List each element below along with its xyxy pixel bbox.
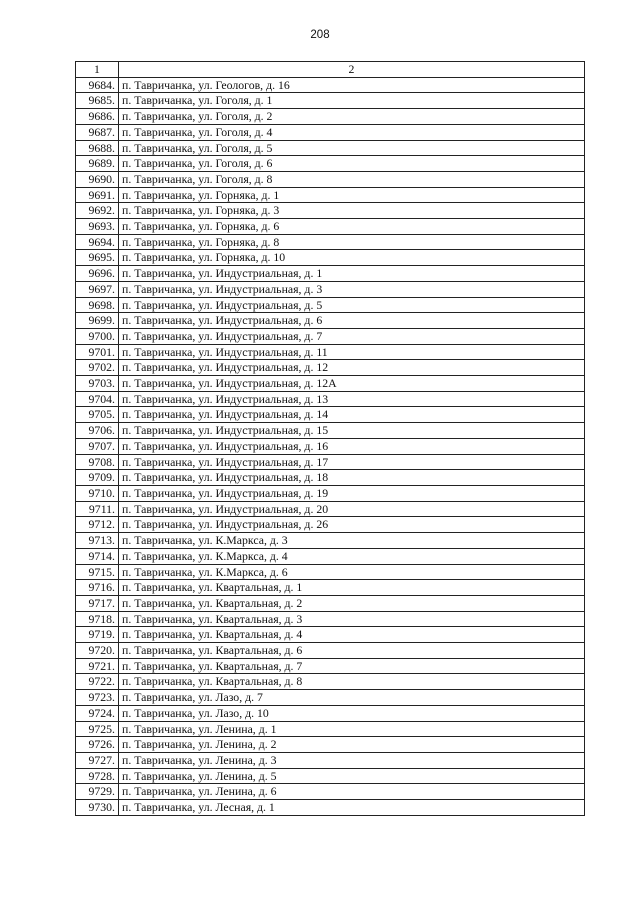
- row-number-cell: 9684.: [76, 77, 119, 93]
- row-number-cell: 9708.: [76, 454, 119, 470]
- table-row: [76, 721, 585, 737]
- row-number-cell: 9728.: [76, 768, 119, 784]
- table-row: [76, 438, 585, 454]
- table-row: [76, 768, 585, 784]
- row-address-cell: п. Тавричанка, ул. Лесная, д. 1: [119, 800, 585, 816]
- row-address-cell: п. Тавричанка, ул. Гоголя, д. 1: [119, 93, 585, 109]
- table-row: [76, 171, 585, 187]
- table-header-row: [76, 62, 585, 78]
- row-address-cell: п. Тавричанка, ул. Квартальная, д. 1: [119, 580, 585, 596]
- table-row: [76, 266, 585, 282]
- row-address-cell: п. Тавричанка, ул. Индустриальная, д. 6: [119, 313, 585, 329]
- table-row: [76, 109, 585, 125]
- table-row: [76, 281, 585, 297]
- row-address-cell: п. Тавричанка, ул. Квартальная, д. 4: [119, 627, 585, 643]
- row-address-cell: п. Тавричанка, ул. Индустриальная, д. 7: [119, 328, 585, 344]
- row-number-cell: 9689.: [76, 156, 119, 172]
- table-row: [76, 627, 585, 643]
- table-row: [76, 533, 585, 549]
- column-header-address: 2: [119, 62, 585, 78]
- row-number-cell: 9730.: [76, 800, 119, 816]
- row-number-cell: 9725.: [76, 721, 119, 737]
- row-number-cell: 9716.: [76, 580, 119, 596]
- row-number-cell: 9703.: [76, 376, 119, 392]
- table-row: [76, 564, 585, 580]
- row-number-cell: 9715.: [76, 564, 119, 580]
- row-address-cell: п. Тавричанка, ул. Индустриальная, д. 12: [119, 360, 585, 376]
- row-address-cell: п. Тавричанка, ул. Гоголя, д. 5: [119, 140, 585, 156]
- row-number-cell: 9699.: [76, 313, 119, 329]
- table-row: [76, 674, 585, 690]
- table-row: [76, 93, 585, 109]
- row-address-cell: п. Тавричанка, ул. Индустриальная, д. 16: [119, 438, 585, 454]
- row-address-cell: п. Тавричанка, ул. К.Маркса, д. 3: [119, 533, 585, 549]
- row-number-cell: 9685.: [76, 93, 119, 109]
- table-row: [76, 580, 585, 596]
- table-row: [76, 187, 585, 203]
- row-number-cell: 9690.: [76, 171, 119, 187]
- table-row: [76, 297, 585, 313]
- table-row: [76, 784, 585, 800]
- row-address-cell: п. Тавричанка, ул. Лазо, д. 10: [119, 705, 585, 721]
- row-address-cell: п. Тавричанка, ул. Индустриальная, д. 17: [119, 454, 585, 470]
- table-row: [76, 485, 585, 501]
- row-number-cell: 9700.: [76, 328, 119, 344]
- row-address-cell: п. Тавричанка, ул. Гоголя, д. 2: [119, 109, 585, 125]
- row-number-cell: 9686.: [76, 109, 119, 125]
- table-row: [76, 470, 585, 486]
- table-row: [76, 344, 585, 360]
- row-address-cell: п. Тавричанка, ул. Индустриальная, д. 18: [119, 470, 585, 486]
- row-number-cell: 9697.: [76, 281, 119, 297]
- row-number-cell: 9693.: [76, 219, 119, 235]
- table-row: [76, 752, 585, 768]
- row-address-cell: п. Тавричанка, ул. Лазо, д. 7: [119, 690, 585, 706]
- table-row: [76, 643, 585, 659]
- row-number-cell: 9698.: [76, 297, 119, 313]
- table-row: [76, 454, 585, 470]
- row-number-cell: 9705.: [76, 407, 119, 423]
- page-number: 208: [310, 29, 330, 41]
- row-address-cell: п. Тавричанка, ул. Индустриальная, д. 19: [119, 485, 585, 501]
- row-number-cell: 9724.: [76, 705, 119, 721]
- table-row: [76, 234, 585, 250]
- row-number-cell: 9718.: [76, 611, 119, 627]
- row-address-cell: п. Тавричанка, ул. Ленина, д. 6: [119, 784, 585, 800]
- table-row: [76, 658, 585, 674]
- row-address-cell: п. Тавричанка, ул. Индустриальная, д. 1: [119, 266, 585, 282]
- row-number-cell: 9719.: [76, 627, 119, 643]
- row-number-cell: 9688.: [76, 140, 119, 156]
- row-number-cell: 9707.: [76, 438, 119, 454]
- table-row: [76, 156, 585, 172]
- row-address-cell: п. Тавричанка, ул. Горняка, д. 1: [119, 187, 585, 203]
- table-row: [76, 517, 585, 533]
- row-number-cell: 9694.: [76, 234, 119, 250]
- row-number-cell: 9706.: [76, 423, 119, 439]
- row-number-cell: 9711.: [76, 501, 119, 517]
- row-number-cell: 9704.: [76, 391, 119, 407]
- table-row: [76, 690, 585, 706]
- row-address-cell: п. Тавричанка, ул. Ленина, д. 1: [119, 721, 585, 737]
- table-row: [76, 360, 585, 376]
- table-row: [76, 250, 585, 266]
- row-address-cell: п. Тавричанка, ул. Ленина, д. 5: [119, 768, 585, 784]
- row-number-cell: 9709.: [76, 470, 119, 486]
- table-body: [76, 62, 585, 816]
- row-address-cell: п. Тавричанка, ул. Квартальная, д. 8: [119, 674, 585, 690]
- row-number-cell: 9692.: [76, 203, 119, 219]
- row-address-cell: п. Тавричанка, ул. Индустриальная, д. 20: [119, 501, 585, 517]
- table-row: [76, 611, 585, 627]
- row-address-cell: п. Тавричанка, ул. Горняка, д. 10: [119, 250, 585, 266]
- row-address-cell: п. Тавричанка, ул. Гоголя, д. 6: [119, 156, 585, 172]
- table-row: [76, 423, 585, 439]
- row-address-cell: п. Тавричанка, ул. К.Маркса, д. 4: [119, 548, 585, 564]
- row-address-cell: п. Тавричанка, ул. Индустриальная, д. 14: [119, 407, 585, 423]
- row-address-cell: п. Тавричанка, ул. Индустриальная, д. 11: [119, 344, 585, 360]
- row-address-cell: п. Тавричанка, ул. К.Маркса, д. 6: [119, 564, 585, 580]
- table-row: [76, 77, 585, 93]
- row-address-cell: п. Тавричанка, ул. Индустриальная, д. 13: [119, 391, 585, 407]
- row-address-cell: п. Тавричанка, ул. Индустриальная, д. 26: [119, 517, 585, 533]
- table-row: [76, 548, 585, 564]
- row-address-cell: п. Тавричанка, ул. Индустриальная, д. 12А: [119, 376, 585, 392]
- table-row: [76, 313, 585, 329]
- table-row: [76, 391, 585, 407]
- row-number-cell: 9729.: [76, 784, 119, 800]
- row-address-cell: п. Тавричанка, ул. Квартальная, д. 3: [119, 611, 585, 627]
- row-number-cell: 9701.: [76, 344, 119, 360]
- table-row: [76, 140, 585, 156]
- table-row: [76, 328, 585, 344]
- row-number-cell: 9726.: [76, 737, 119, 753]
- row-number-cell: 9695.: [76, 250, 119, 266]
- row-number-cell: 9696.: [76, 266, 119, 282]
- row-number-cell: 9721.: [76, 658, 119, 674]
- table-row: [76, 501, 585, 517]
- row-address-cell: п. Тавричанка, ул. Геологов, д. 16: [119, 77, 585, 93]
- column-header-number: 1: [76, 62, 119, 78]
- row-number-cell: 9714.: [76, 548, 119, 564]
- row-address-cell: п. Тавричанка, ул. Гоголя, д. 4: [119, 124, 585, 140]
- row-number-cell: 9713.: [76, 533, 119, 549]
- table-row: [76, 376, 585, 392]
- row-number-cell: 9691.: [76, 187, 119, 203]
- row-number-cell: 9722.: [76, 674, 119, 690]
- address-table: [75, 61, 585, 816]
- table-row: [76, 705, 585, 721]
- row-address-cell: п. Тавричанка, ул. Квартальная, д. 6: [119, 643, 585, 659]
- table-row: [76, 124, 585, 140]
- table-row: [76, 800, 585, 816]
- row-address-cell: п. Тавричанка, ул. Квартальная, д. 7: [119, 658, 585, 674]
- row-address-cell: п. Тавричанка, ул. Индустриальная, д. 3: [119, 281, 585, 297]
- row-address-cell: п. Тавричанка, ул. Индустриальная, д. 5: [119, 297, 585, 313]
- row-address-cell: п. Тавричанка, ул. Квартальная, д. 2: [119, 595, 585, 611]
- row-number-cell: 9702.: [76, 360, 119, 376]
- table-row: [76, 595, 585, 611]
- row-number-cell: 9710.: [76, 485, 119, 501]
- row-address-cell: п. Тавричанка, ул. Индустриальная, д. 15: [119, 423, 585, 439]
- row-address-cell: п. Тавричанка, ул. Горняка, д. 8: [119, 234, 585, 250]
- table-row: [76, 407, 585, 423]
- row-address-cell: п. Тавричанка, ул. Ленина, д. 2: [119, 737, 585, 753]
- table-row: [76, 203, 585, 219]
- row-address-cell: п. Тавричанка, ул. Гоголя, д. 8: [119, 171, 585, 187]
- row-number-cell: 9717.: [76, 595, 119, 611]
- table-row: [76, 219, 585, 235]
- row-number-cell: 9720.: [76, 643, 119, 659]
- row-address-cell: п. Тавричанка, ул. Горняка, д. 3: [119, 203, 585, 219]
- row-number-cell: 9687.: [76, 124, 119, 140]
- row-number-cell: 9712.: [76, 517, 119, 533]
- row-address-cell: п. Тавричанка, ул. Ленина, д. 3: [119, 752, 585, 768]
- row-number-cell: 9723.: [76, 690, 119, 706]
- table-row: [76, 737, 585, 753]
- row-address-cell: п. Тавричанка, ул. Горняка, д. 6: [119, 219, 585, 235]
- row-number-cell: 9727.: [76, 752, 119, 768]
